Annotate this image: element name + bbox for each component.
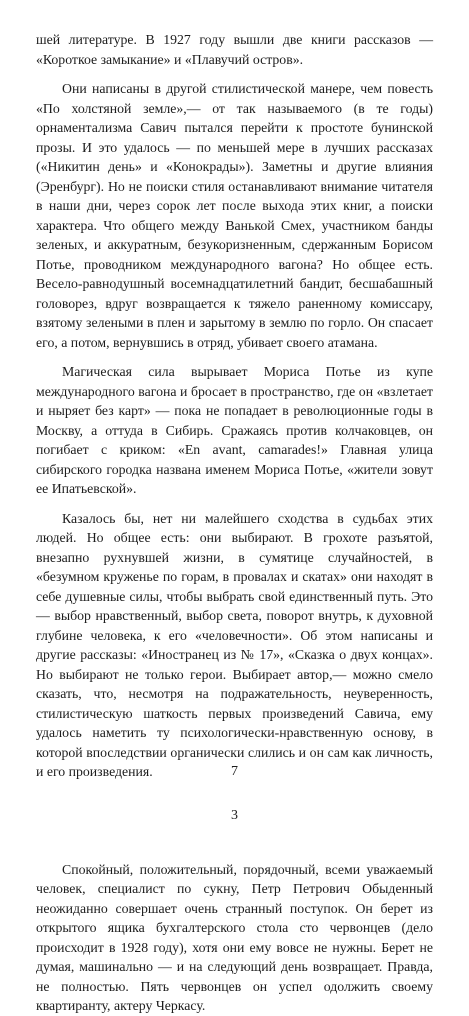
- section-number: 3: [231, 807, 238, 823]
- page-number: 7: [231, 764, 238, 779]
- paragraph-style-and-characters: Они написаны в другой стилистической манере, чем повесть «По холстяной земле»,— от так называемого (в те годы) орнаментализма Савич пытался перейти к простоте бунинской прозы. И это удалось — по меньшей мере в лучших рассказах («Никитин день» и «Конокрады»). Заметны и другие влияния (Эренбург). Но не поиски стиля останавливают внимание читателя в наши дни, через сорок лет после выхода этих книг, а поиски характера. Что общего между Ванькой Смех, участником банды зеленых, и аккуратным, безукоризненным, сдержанным Борисом Потье, проводником международного вагона? Но общее есть. Весело-равнодушный восемнадцатилетний бандит, бесшабашный головорез, вдруг возвращается к тяжело раненному комиссару, взятому зелеными в плен и зарытому в землю по горло. Он спасает его, а потом, вернувшись в отряд, убивает своего атамана.: [36, 81, 433, 350]
- paragraph-maurice-potier: Магическая сила вырывает Мориса Потье из купе международного вагона и бросает в пространство, где он «взлетает и ныряет без карт» — пока не попадает в революционные годы в Москву, а оттуда в Сибирь. Сражаясь против колчаковцев, он погибает с криком: «En avant, camarades!» Главная улица сибирского городка названа именем Мориса Потье, «жители зовут ее Ипатьевской».: [36, 364, 433, 496]
- paragraph-choice: Казалось бы, нет ни малейшего сходства в судьбах этих людей. Но общее есть: они выбирают. В грохоте разъятой, внезапно рухнувшей жизни, в сумятице случайностей, в «безумном круженье по горам, в провалах и скатах» они находят в себе душевные силы, чтобы выбрать свой единственный путь. Это — выбор нравственный, выбор света, поворот внутрь, к духовной глубине человека, к его «человечности». Об этом написаны и другие рассказы: «Иностранец из № 17», «Сказка о двух концах». Но выбирают не только герои. Выбирает автор,— можно смело сказать, что, несмотря на подражательность, неуверенность, стилистическую шаткость первых произведений Савича, ему удалось наметить ту психологически-нравственную основу, в которой впоследствии органически слились и он сам как личность, и его произведения.: [36, 510, 433, 779]
- paragraph-continuation: шей литературе. В 1927 году вышли две книги рассказов — «Короткое замыкание» и «Плавучий остров».: [36, 32, 433, 67]
- paragraph-obydenny: Спокойный, положительный, порядочный, всеми уважаемый человек, специалист по сукну, Петр Петрович Обыденный неожиданно совершает очень странный поступок. Он берет из открытого ящика бухгалтерского стола сто червонцев (дело происходит в 1928 году), хотя они ему вовсе не нужны. Берет не думая, машинально — и на следующий день возвращает. Правда, не полностью. Пять червонцев он успел одолжить своему квартиранту, актеру Черкасу.: [36, 861, 433, 1013]
